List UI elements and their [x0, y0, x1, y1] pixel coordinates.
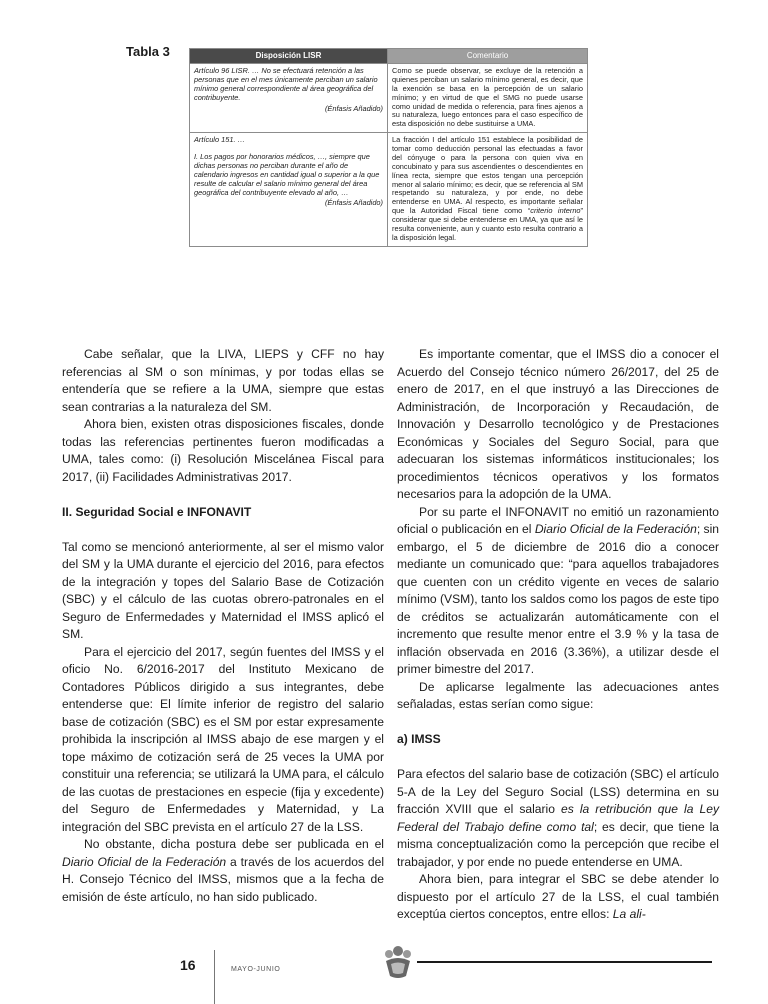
body-paragraph: Por su parte el INFONAVIT no emitió un razonamiento oficial o publicación en el Diario Oficial de la Federación; sin embargo, el 5 de diciembre de 2016 dio a conocer mediante un comunicado que: “para aquellos trabajadores que cuenten con un crédito vigente en veces de salario mínimo (VSM), tanto los saldos como los pagos de este tipo de créditos se actualizarán automáticamente con el incremento que resulte menor entre el 3.9 % y la tasa de inflación observada en 2016 (3.36%), a utilizar desde el primer bimestre del 2017.: [397, 504, 720, 676]
body-paragraph: Ahora bien, existen otras disposiciones fiscales, donde todas las referencias pertinentes fueron modificadas a UMA, tales como: (i) Resolución Miscelánea Fiscal para 2017, (ii) Facilidades Administrativas 2017.: [62, 417, 384, 484]
table-header-row: [190, 49, 588, 64]
table-header-provision: Disposición LISR: [190, 49, 388, 64]
table-row: [190, 133, 588, 247]
emphasis-note: (Énfasis Añadido): [324, 103, 383, 113]
provision-text: Artículo 96 LISR. … No se efectuará retención a las personas que en el mes únicamente perciban un salario mínimo general correspondiente al área geográfica del contribuyente.: [194, 66, 378, 102]
table-cell-comment: [388, 133, 588, 247]
comment-text: Como se puede observar, se excluye de la retención a quienes perciban un salario mínimo general, es decir, que la exención se basa en la percepción de un salario mínimo; y en virtud de que el SMG no puede usarse como unidad de medida o referencia, para fines ajenos a su naturaleza, luego entonces para el caso específico de esta disposición no debe sustituirse a UMA.: [392, 66, 583, 129]
comment-text: La fracción I del artículo 151 establece la posibilidad de tomar como deducción personal las efectuadas a favor del cónyuge o para la persona con quien viva en concubinato y para sus ascendientes o descendientes en línea recta, siempre que estos tengan una percepción menor al salario mínimo; es decir, que se referencia al SM respetando su naturaleza, y por ende, no debe entenderse en UMA. Al respecto, es importante señalar que la Autoridad Fiscal tiene como “criterio interno” considerar que si debe entenderse en UMA, ya que así le resulta conveniente, aun y cuanto esto resulta contrario a la disposición legal.: [392, 135, 584, 242]
table-row: [190, 64, 588, 133]
body-paragraph: Tal como se mencionó anteriormente, al ser el mismo valor del SM y la UMA durante el ejercicio del 2016, para efectos de la integración y topes del Salario Base de Cotización (SBC) y el cálculo de las cuotas obrero-patronales en el Seguro de Enfermedades y Maternidad el IMSS aplicó el SM.: [62, 539, 384, 641]
table-header-comment: Comentario: [388, 49, 588, 64]
table-cell-provision: [190, 133, 388, 247]
body-paragraph: De aplicarse legalmente las adecuaciones antes señaladas, estas serían como sigue:: [397, 679, 719, 711]
body-paragraph: Para efectos del salario base de cotización (SBC) el artículo 5-A de la Ley del Seguro Social (LSS) determina en su fracción XVIII que el salario es la retribución que la Ley Federal del Trabajo define como tal; es decir, que tiene la misma conceptualización como la percepción que recibe el trabajador, y por ende no puede entenderse en UMA.: [397, 767, 719, 869]
body-paragraph: No obstante, dicha postura debe ser publicada en el Diario Oficial de la Federación a través de los acuerdos del H. Consejo Técnico del IMSS, mismos que a la fecha de emisión de éste artículo, no han sido publicado.: [62, 837, 385, 904]
footer-rule: [417, 961, 712, 963]
body-paragraph: Para el ejercicio del 2017, según fuentes del IMSS y el oficio No. 6/2016-2017 del Instituto Mexicano de Contadores Públicos dirigido a sus integrantes, debe entenderse que: El límite inferior de registro del salario base de cotización (SBC) es el SM por estar expresamente prohibida la inscripción al IMSS abajo de ese margen y el tope máximo de cotización será de 25 veces la UMA por constituir una referencia; se utilizará la UMA para, el cálculo de las cuotas de prestaciones en especie (fija y excedente) del Seguro de Enfermedades y Maternidad, y La integración del SBC prevista en el artículo 27 de la LSS.: [62, 644, 384, 834]
issue-month: MAYO-JUNIO: [231, 966, 281, 973]
footer-divider: [214, 950, 215, 1004]
provision-title: Artículo 151. …: [194, 135, 245, 145]
provisions-table: [189, 48, 588, 247]
institute-logo-icon: [376, 942, 420, 982]
section-heading: a) IMSS: [397, 732, 441, 746]
table-cell-comment: [388, 64, 588, 133]
right-column: [397, 346, 719, 924]
section-heading: II. Seguridad Social e INFONAVIT: [62, 504, 252, 519]
table-cell-provision: [190, 64, 388, 133]
body-paragraph: Cabe señalar, que la LIVA, LIEPS y CFF no hay referencias al SM o son mínimas, y por todas ellas se entendería que se refiere a la UMA, siempre que estas sean contrarias a la naturaleza del SM.: [62, 347, 384, 414]
table-label: Tabla 3: [126, 44, 170, 59]
body-paragraph: Es importante comentar, que el IMSS dio a conocer el Acuerdo del Consejo técnico número 26/2017, del 25 de enero de 2017, en el que instruyó a las Direcciones de Administración, de Incorporación y Recaudación, de Innovación y Desarrollo tecnológico y de Prestaciones Económicas y Sociales del Seguro Social, para que adecuaran los sistemas informáticos institucionales; los procedimientos técnicos operativos y los formatos necesarios para la adopción de la UMA.: [397, 347, 719, 501]
page-number: 16: [180, 957, 196, 973]
provision-text: I. Los pagos por honorarios médicos, …, siempre que dichas personas no perciban durante el año de calendario ingresos en cantidad igual o superior a la que resulte de calcular el salario mínimo general del área geográfica del contribuyente elevado al año, …: [194, 152, 380, 197]
emphasis-note: (Énfasis Añadido): [324, 198, 383, 208]
left-column: [62, 346, 384, 906]
body-paragraph: Ahora bien, para integrar el SBC se debe atender lo dispuesto por el artículo 27 de la LSS, el cual también exceptúa ciertos conceptos, entre ellos: La ali-: [397, 872, 719, 921]
